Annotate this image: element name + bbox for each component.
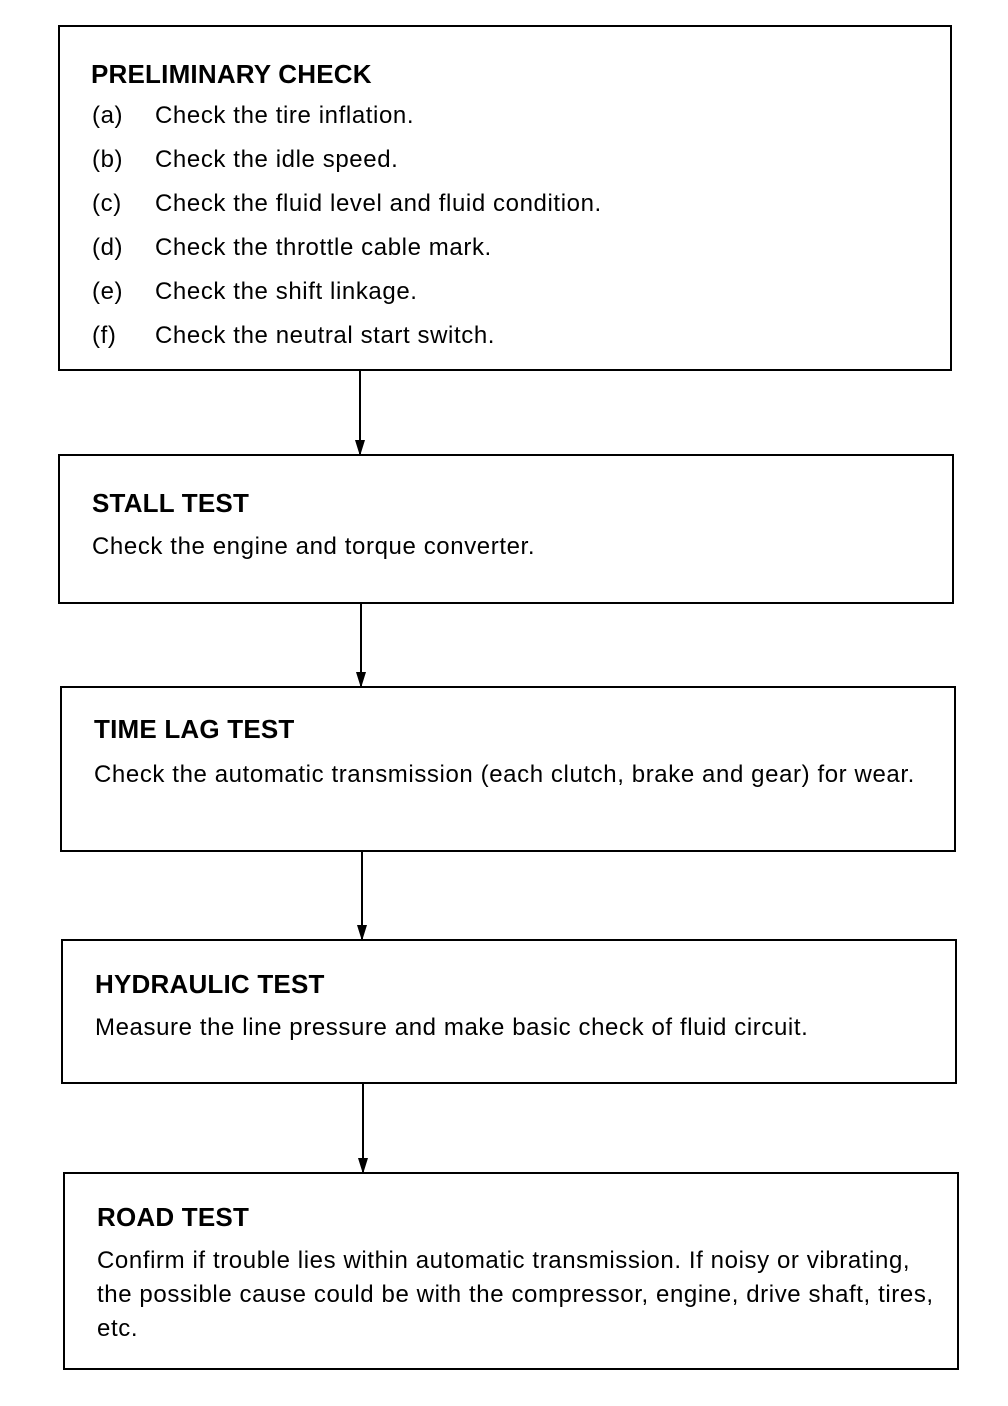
hydraulic-test-title: HYDRAULIC TEST — [95, 969, 325, 999]
stall-test-description: Check the engine and torque converter. — [92, 533, 536, 560]
check-item-letter: (e) — [92, 278, 124, 305]
time-lag-test-title: TIME LAG TEST — [94, 714, 295, 744]
connector-time-lag-to-hydraulic — [357, 850, 367, 941]
check-item — [92, 233, 602, 277]
connector-hydraulic-to-road — [358, 1082, 368, 1174]
check-item — [92, 277, 602, 321]
check-item-text: Check the idle speed. — [155, 146, 399, 173]
check-item-letter: (c) — [92, 190, 122, 217]
preliminary-check-title: PRELIMINARY CHECK — [91, 59, 372, 89]
check-item — [92, 189, 602, 233]
check-item — [92, 101, 602, 145]
check-item-letter: (f) — [92, 322, 117, 349]
stall-test-title: STALL TEST — [92, 488, 250, 518]
check-item-letter: (a) — [92, 102, 124, 129]
check-item-letter: (b) — [92, 146, 124, 173]
time-lag-test-box — [60, 686, 956, 852]
check-item-text: Check the shift linkage. — [155, 278, 418, 305]
check-item-letter: (d) — [92, 234, 124, 261]
stall-test-box — [58, 454, 954, 604]
preliminary-check-list — [92, 101, 602, 365]
connector-stall-to-time-lag — [356, 602, 366, 688]
check-item — [92, 321, 602, 365]
check-item-text: Check the tire inflation. — [155, 102, 415, 129]
hydraulic-test-description: Measure the line pressure and make basic check of fluid circuit. — [95, 1014, 809, 1041]
road-test-title: ROAD TEST — [97, 1202, 250, 1232]
check-item-text: Check the neutral start switch. — [155, 322, 496, 349]
hydraulic-test-box — [61, 939, 957, 1084]
check-item-text: Check the fluid level and fluid condition. — [155, 190, 602, 217]
check-item-text: Check the throttle cable mark. — [155, 234, 492, 261]
connector-preliminary-to-stall — [355, 369, 365, 456]
time-lag-test-description: Check the automatic transmission (each clutch, brake and gear) for wear. — [94, 761, 915, 788]
road-test-box — [63, 1172, 959, 1370]
preliminary-check-box — [58, 25, 952, 371]
road-test-description: Confirm if trouble lies within automatic transmission. If noisy or vibrating, the possible cause could be with the compressor, engine, drive shaft, tires, etc. — [97, 1247, 934, 1342]
check-item — [92, 145, 602, 189]
